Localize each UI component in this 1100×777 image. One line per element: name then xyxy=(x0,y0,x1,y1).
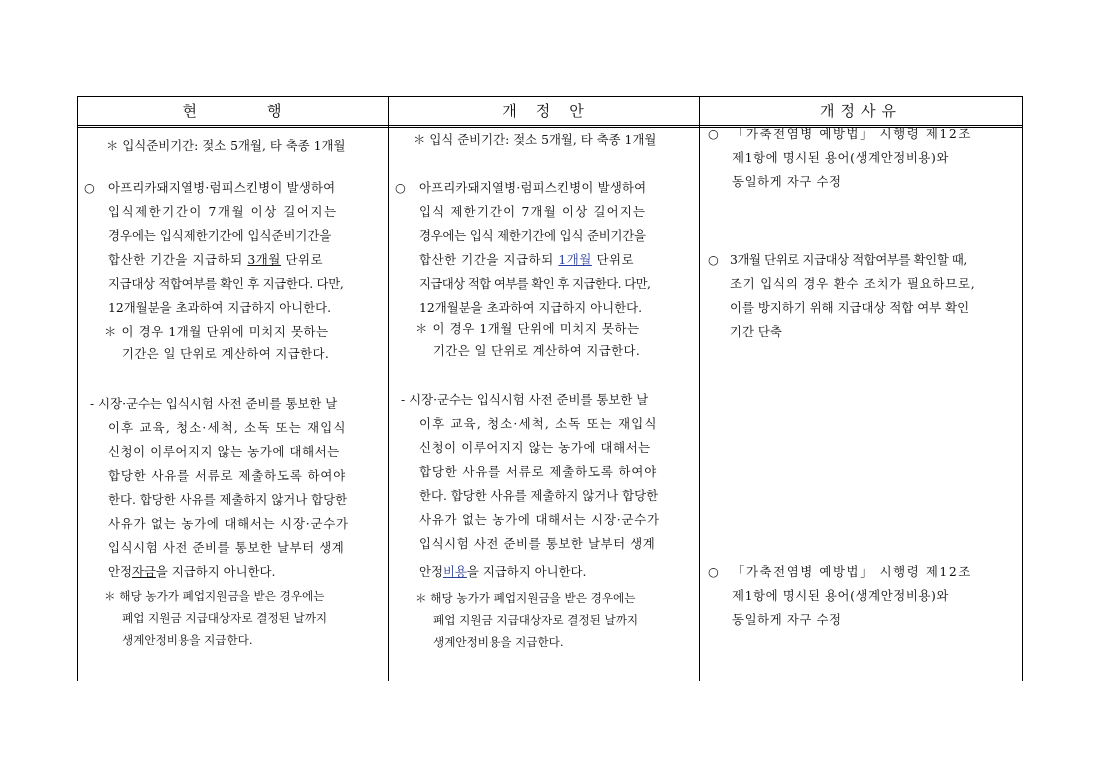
revised-para1-line: 12개월분을 초과하여 지급하지 아니한다. xyxy=(419,300,643,315)
revised-note-line: 기간은 일 단위로 계산하여 지급한다. xyxy=(433,343,641,358)
current-para2-line: - 시장·군수는 입식시험 사전 준비를 통보한 날 xyxy=(90,396,338,411)
text: 단위로 xyxy=(591,252,635,267)
comparison-table xyxy=(77,96,1023,681)
current-para2-line: 사유가 없는 농가에 대해서는 시장·군수가 xyxy=(108,516,349,531)
bullet: ○ xyxy=(395,180,406,195)
current-para2-line: 한다. 합당한 사유를 제출하지 않거나 합당한 xyxy=(108,492,348,507)
current-para1-line: 지급대상 적합여부를 확인 후 지급한다. 다만, xyxy=(108,276,344,291)
changed-term: 비용 xyxy=(442,564,467,579)
header-current: 현 행 xyxy=(182,102,284,120)
current-note-line: 폐업 지원금 지급대상자로 결정된 날까지 xyxy=(122,611,328,625)
bullet: ○ xyxy=(84,180,95,195)
current-para2-line: 입식시험 사전 준비를 통보한 날부터 생계 xyxy=(108,540,345,555)
current-para1-line: 입식제한기간이 7개월 이상 길어지는 xyxy=(108,204,338,219)
header-revised: 개 정 안 xyxy=(502,102,586,120)
revised-note-line: ＊ 해당 농가가 폐업지원금을 받은 경우에는 xyxy=(415,591,636,605)
reason-line: 동일하게 자구 수정 xyxy=(732,174,842,189)
current-para2-line: 신청이 이루어지지 않는 농가에 대해서는 xyxy=(108,444,340,459)
bullet: ○ xyxy=(708,252,719,267)
current-note-line: ＊ 해당 농가가 폐업지원금을 받은 경우에는 xyxy=(104,589,325,603)
reason-line: 기간 단축 xyxy=(730,324,782,339)
underlined-term: 자금 xyxy=(131,564,156,579)
current-para2-line: 합당한 사유를 서류로 제출하도록 하여야 xyxy=(108,468,347,483)
text: 안정 xyxy=(108,564,132,579)
changed-term: 1개월 xyxy=(558,252,592,267)
reason-line: 「가축전염병 예방법」 시행령 제12조 xyxy=(732,564,972,579)
revised-para1-line: 입식 제한기간이 7개월 이상 길어지는 xyxy=(419,204,647,219)
revised-column xyxy=(389,128,699,681)
current-note-prep: ＊ 입식준비기간: 젖소 5개월, 타 축종 1개월 xyxy=(106,138,346,153)
revised-para1-line: 지급대상 적합 여부를 확인 후 지급한다. 다만, xyxy=(419,276,651,291)
current-para1-line: 12개월분을 초과하여 지급하지 아니한다. xyxy=(108,300,332,315)
revised-note-line: 폐업 지원금 지급대상자로 결정된 날까지 xyxy=(433,613,639,627)
text: 합산한 기간을 지급하되 xyxy=(419,252,559,267)
text: 을 지급하지 아니한다. xyxy=(155,564,276,579)
reason-line: 이를 방지하기 위해 지급대상 적합 여부 확인 xyxy=(730,300,970,315)
reason-line: 「가축전염병 예방법」 시행령 제12조 xyxy=(732,126,972,141)
reason-line: 제1항에 명시된 용어(생계안정비용)와 xyxy=(732,150,949,165)
current-note-line: 생계안정비용을 지급한다. xyxy=(122,633,253,647)
revised-para2-line: 이후 교육, 청소·세척, 소독 또는 재입식 xyxy=(419,416,658,431)
revised-note-line: ＊ 이 경우 1개월 단위에 미치지 못하는 xyxy=(415,321,640,336)
reason-column xyxy=(700,128,1022,681)
revised-para1-line: 아프리카돼지열병·럼피스킨병이 발생하여 xyxy=(419,180,647,195)
current-para2-line xyxy=(108,564,275,580)
current-para1-line: 경우에는 입식제한기간에 입식준비기간을 xyxy=(108,228,332,243)
text: 안정 xyxy=(419,564,443,579)
current-column xyxy=(78,128,388,681)
revised-para2-line: 합당한 사유를 서류로 제출하도록 하여야 xyxy=(419,464,658,479)
revised-para2-line: 사유가 없는 농가에 대해서는 시장·군수가 xyxy=(419,512,660,527)
text: 단위로 xyxy=(280,252,324,267)
revised-para2-line: 한다. 합당한 사유를 제출하지 않거나 합당한 xyxy=(419,488,659,503)
revised-para2-line: 입식시험 사전 준비를 통보한 날부터 생계 xyxy=(419,536,656,551)
revised-para2-line xyxy=(419,564,586,580)
revised-para1-line: 경우에는 입식 제한기간에 입식 준비기간을 xyxy=(419,228,646,243)
revised-para2-line: 신청이 이루어지지 않는 농가에 대해서는 xyxy=(419,440,651,455)
text: 을 지급하지 아니한다. xyxy=(466,564,587,579)
underlined-term: 3개월 xyxy=(247,252,281,267)
reason-line: 3개월 단위로 지급대상 적합여부를 확인할 때, xyxy=(730,252,967,267)
current-para1-line xyxy=(108,252,323,268)
reason-line: 동일하게 자구 수정 xyxy=(732,612,842,627)
current-note-line: 기간은 일 단위로 계산하여 지급한다. xyxy=(122,346,330,361)
bullet: ○ xyxy=(708,126,719,141)
bullet: ○ xyxy=(708,564,719,579)
text: 합산한 기간을 지급하되 xyxy=(108,252,248,267)
reason-line: 제1항에 명시된 용어(생계안정비용)와 xyxy=(732,588,949,603)
revised-para1-line xyxy=(419,252,634,268)
current-para1-line: 아프리카돼지열병·럼피스킨병이 발생하여 xyxy=(108,180,336,195)
current-note-line: ＊ 이 경우 1개월 단위에 미치지 못하는 xyxy=(104,324,329,339)
reason-line: 조기 입식의 경우 환수 조치가 필요하므로, xyxy=(730,276,976,291)
header-reason: 개정사유 xyxy=(820,102,902,120)
revised-para2-line: - 시장·군수는 입식시험 사전 준비를 통보한 날 xyxy=(401,392,649,407)
revised-note-prep: ＊ 입식 준비기간: 젖소 5개월, 타 축종 1개월 xyxy=(413,132,657,147)
revised-note-line: 생계안정비용을 지급한다. xyxy=(433,635,564,649)
table-header xyxy=(78,97,1022,128)
current-para2-line: 이후 교육, 청소·세척, 소독 또는 재입식 xyxy=(108,420,347,435)
